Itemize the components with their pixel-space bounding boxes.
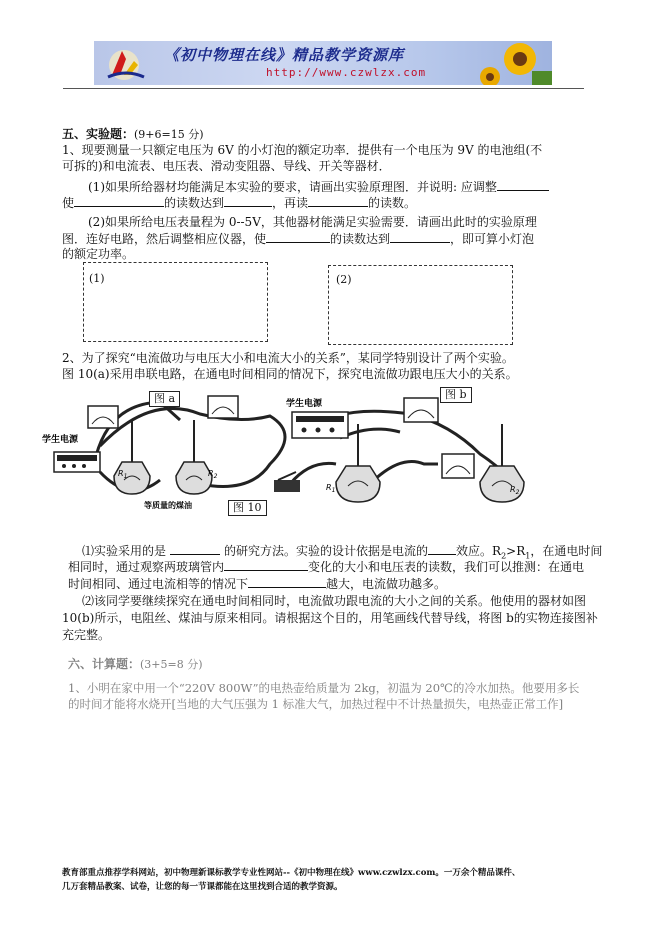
sunflower-image <box>472 41 552 85</box>
figure-label-a: 图 a <box>149 391 180 407</box>
q2-part1-text-f: 相同时，通过观察两玻璃管内 <box>68 560 225 574</box>
answer-blank[interactable] <box>74 194 164 207</box>
q1-part1-text-c: 的读数达到 <box>164 196 225 210</box>
section5-score: (9+6=15 分) <box>134 128 204 141</box>
section6-heading-line <box>68 656 203 673</box>
q1-part2-text-c: 的读数达到 <box>330 232 391 246</box>
q2-part1-text-g: 变化的大小和电压表的读数，我们可以推测：在通电 <box>308 560 585 574</box>
q1-part2-line2 <box>62 230 534 247</box>
answer-blank[interactable] <box>248 575 326 588</box>
q2-part1-text-b: 的研究方法。实验的设计依据是电流的 <box>224 544 429 558</box>
answer-blank[interactable] <box>428 542 456 555</box>
q1-part1-text-a: (1)如果所给器材均能满足本实验的要求，请画出实验原理图．并说明: 应调整 <box>88 180 497 194</box>
caption-a: 等质量的煤油 <box>144 501 192 510</box>
answer-blank[interactable] <box>308 194 368 207</box>
q1-part2-text-d: ，即可算小灯泡 <box>450 232 535 246</box>
banner-url[interactable]: http://www.czwlzx.com <box>266 66 427 79</box>
banner-title: 《初中物理在线》精品教学资源库 <box>164 46 405 64</box>
figure-label-b: 图 b <box>440 387 472 403</box>
power-label-a: 学生电源 <box>42 435 79 445</box>
section5-heading: 五、实验题： <box>62 127 135 141</box>
answer-box-1[interactable] <box>83 262 268 342</box>
figure-label-10: 图 10 <box>228 500 267 516</box>
answer-blank[interactable] <box>266 230 330 243</box>
q1-part1-text-d: ，再读 <box>272 196 309 210</box>
switch-b <box>274 472 300 492</box>
subscript: 2 <box>501 551 507 561</box>
answer-box-2[interactable] <box>328 265 513 345</box>
resistor-label-r2-a: $R_2$ <box>208 469 218 480</box>
answer-blank[interactable] <box>224 194 272 207</box>
q2-part1-text-d: >R <box>506 544 526 558</box>
section6-heading: 六、计算题： <box>68 657 141 671</box>
section6-score: (3+5=8 分) <box>140 658 203 671</box>
q2-part1-line2 <box>68 558 584 575</box>
flask-r2-a <box>176 420 212 494</box>
section6-q1-line1: 1、小明在家中用一个“220V 800W”的电热壶给质量为 2kg，初温为 20℃的冷水加热。他要用多长 <box>68 681 580 695</box>
power-label-b: 学生电源 <box>286 399 323 409</box>
power-supply-b <box>292 412 348 438</box>
q2-part1-line3 <box>68 575 446 592</box>
q2-part2-line2: 10(b)所示，电阻丝、煤油与原来相同。请根据这个目的，用笔画线代替导线，将图 b的实物连接图补 <box>62 611 598 625</box>
q1-part1-line2 <box>62 194 416 211</box>
q2-line1: 2、为了探究“电流做功与电压大小和电流大小的关系”，某同学特别设计了两个实验。 <box>62 351 514 365</box>
q2-part1-text-a: ⑴实验采用的是 <box>82 544 167 558</box>
q1-line1: 1、现要测量一只额定电压为 6V 的小灯泡的额定功率．提供有一个电压为 9V 的电池组(不 <box>62 143 543 157</box>
header-rule <box>63 88 584 89</box>
answer-box-1-label: (1) <box>89 272 105 285</box>
q1-line2: 可拆的)和电流表、电压表、滑动变阻器、导线、开关等器材． <box>62 159 391 173</box>
q2-part1-text-c: 效应。R <box>456 544 502 558</box>
answer-box-2-label: (2) <box>336 273 352 286</box>
footer-line1: 教育部重点推荐学科网站，初中物理新课标教学专业性网站--《初中物理在线》www.czwlzx.com。一万余个精品课件、 <box>62 868 521 878</box>
q1-part2-line1: (2)如果所给电压表量程为 0--5V，其他器材能满足实验需要．请画出此时的实验原理 <box>88 215 537 229</box>
subscript: 1 <box>525 551 531 561</box>
q1-part1-text-b: 使 <box>62 196 75 210</box>
q1-part1-text-e: 的读数。 <box>368 196 417 210</box>
section6-q1-line2: 的时间才能将水烧开[当地的大气压强为 1 标准大气，加热过程中不计热量损失，电热壶正常工作] <box>68 697 564 711</box>
resistor-label-r2-b: $R_2$ <box>510 485 520 496</box>
q2-part2-line3: 充完整。 <box>62 628 111 642</box>
answer-blank[interactable] <box>390 230 450 243</box>
q2-line2: 图 10(a)采用串联电路，在通电时间相同的情况下，探究电流做功跟电压大小的关系。 <box>62 367 518 381</box>
power-supply-a <box>54 452 100 472</box>
answer-blank[interactable] <box>497 178 549 191</box>
q2-part2-line1: ⑵该同学要继续探究在通电时间相同时，电流做功跟电流的大小之间的关系。他使用的器材如图 <box>82 594 587 608</box>
q2-part1-text-e: ，在通电时间 <box>530 544 603 558</box>
q1-part2-line3: 的额定功率。 <box>62 247 135 261</box>
figure-10-circuits <box>40 384 560 520</box>
flask-r1-a <box>114 420 150 494</box>
q1-part1-line1 <box>88 178 549 195</box>
site-logo <box>98 41 158 85</box>
resistor-label-r1-b: $R_1$ <box>326 483 336 494</box>
header-banner <box>94 41 552 85</box>
resistor-label-r1-a: $R_1$ <box>118 469 128 480</box>
q1-part2-text-b: 图．连好电路，然后调整相应仪器，使 <box>62 232 267 246</box>
q2-part1-text-h: 时间相同、通过电流相等的情况下 <box>68 577 249 591</box>
footer-line2: 几万套精品教案、试卷，让您的每一节课都能在这里找到合适的教学资源。 <box>62 882 343 892</box>
q2-part1-text-i: 越大，电流做功越多。 <box>326 577 447 591</box>
answer-blank[interactable] <box>224 558 308 571</box>
section5-heading-line <box>62 126 204 143</box>
answer-blank[interactable] <box>170 542 220 555</box>
